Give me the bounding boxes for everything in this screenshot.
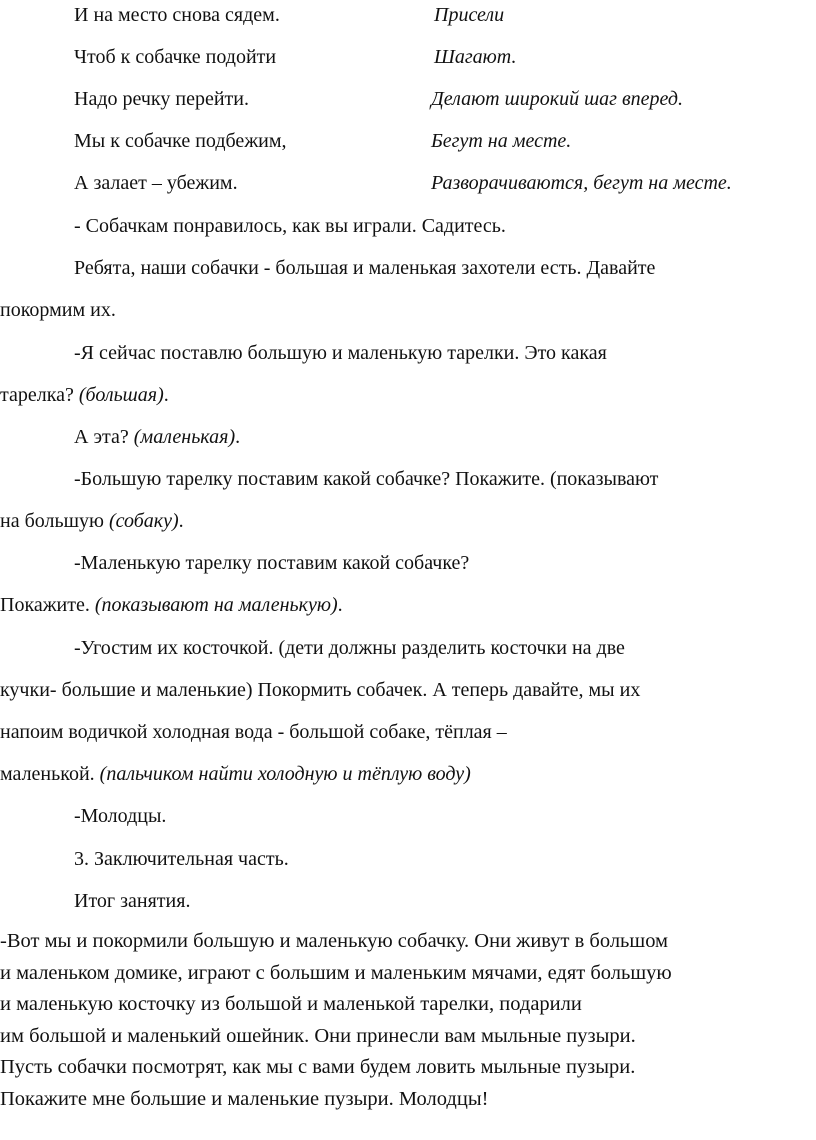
paragraph-text: на большую: [0, 510, 109, 532]
paragraph-text: тарелка?: [0, 384, 79, 406]
poem-action-3: [431, 85, 683, 113]
closing-line: и маленькую косточку из большой и маленькой тарелки, подарили: [0, 993, 582, 1016]
answer-italic: (маленькая): [133, 426, 236, 448]
closing-line: -Вот мы и покормили большую и маленькую собачку. Они живут в большом: [0, 930, 669, 952]
paragraph-text: Покажите.: [0, 594, 95, 616]
poem-line-action: Присели: [434, 4, 505, 26]
closing-paragraph: [0, 926, 816, 1116]
answer-italic: (большая): [78, 384, 164, 406]
paragraph-line: - Собачкам понравилось, как вы играли. Садитесь.: [74, 215, 506, 237]
paragraph-text: А эта?: [74, 426, 134, 448]
paragraph-line: -Угостим их косточкой. (дети должны разделить косточки на две: [74, 637, 625, 659]
punctuation: .: [163, 384, 169, 406]
paragraph-line: кучки- большие и маленькие) Покормить собачек. А теперь давайте, мы их: [0, 679, 641, 701]
poem-line-action: Шагают.: [434, 46, 517, 68]
punctuation: .: [235, 426, 241, 448]
punctuation: .: [178, 510, 184, 532]
poem-line-2: [74, 43, 276, 71]
paragraph-line: Ребята, наши собачки - большая и маленькая захотели есть. Давайте: [74, 257, 656, 279]
paragraph-line: [74, 423, 240, 451]
closing-line: Пусть собачки посмотрят, как мы с вами будем ловить мыльные пузыри.: [0, 1056, 636, 1079]
poem-line-text: А залает – убежим.: [74, 172, 238, 194]
paragraph-line: -Маленькую тарелку поставим какой собачке?: [74, 552, 470, 574]
punctuation: .: [337, 594, 343, 616]
closing-line: Покажите мне большие и маленькие пузыри. Молодцы!: [0, 1087, 489, 1110]
poem-action-4: [431, 127, 571, 155]
poem-line-action: Бегут на месте.: [431, 130, 572, 152]
paragraph-line: [0, 591, 343, 619]
paragraph-line: -Я сейчас поставлю большую и маленькую тарелки. Это какая: [74, 342, 607, 364]
paragraph-line: [0, 760, 471, 788]
poem-line-text: И на место снова сядем.: [74, 4, 280, 26]
poem-line-text: Надо речку перейти.: [74, 88, 249, 110]
paragraph-text: маленькой.: [0, 763, 100, 785]
closing-line: и маленьком домике, играют с большим и маленьким мячами, едят большую: [0, 961, 672, 984]
paragraph-line: -Большую тарелку поставим какой собачке? Покажите. (показывают: [74, 468, 659, 490]
paragraph-line: напоим водичкой холодная вода - большой собаке, тёплая –: [0, 721, 507, 743]
closing-line: им большой и маленький ошейник. Они принесли вам мыльные пузыри.: [0, 1024, 636, 1047]
section-subheading: Итог занятия.: [74, 890, 191, 912]
poem-action-5: [431, 169, 732, 197]
poem-line-5: [74, 169, 238, 197]
paragraph-line: [0, 507, 184, 535]
paragraph-line: покормим их.: [0, 299, 116, 321]
poem-line-text: Чтоб к собачке подойти: [74, 46, 277, 68]
poem-action-2: [434, 43, 516, 71]
answer-italic: (пальчиком найти холодную и тёплую воду): [99, 763, 471, 785]
poem-line-4: [74, 127, 287, 155]
poem-line-action: Делают широкий шаг вперед.: [431, 88, 684, 110]
poem-line-text: Мы к собачке подбежим,: [74, 130, 287, 152]
poem-line-1: [74, 1, 280, 29]
answer-italic: (показывают на маленькую): [94, 594, 338, 616]
section-heading: 3. Заключительная часть.: [74, 848, 289, 870]
paragraph-line: -Молодцы.: [74, 805, 167, 827]
answer-italic: (собаку): [108, 510, 179, 532]
poem-action-1: [434, 1, 504, 29]
paragraph-line: [0, 381, 169, 409]
poem-line-action: Разворачиваются, бегут на месте.: [431, 172, 732, 194]
poem-line-3: [74, 85, 249, 113]
